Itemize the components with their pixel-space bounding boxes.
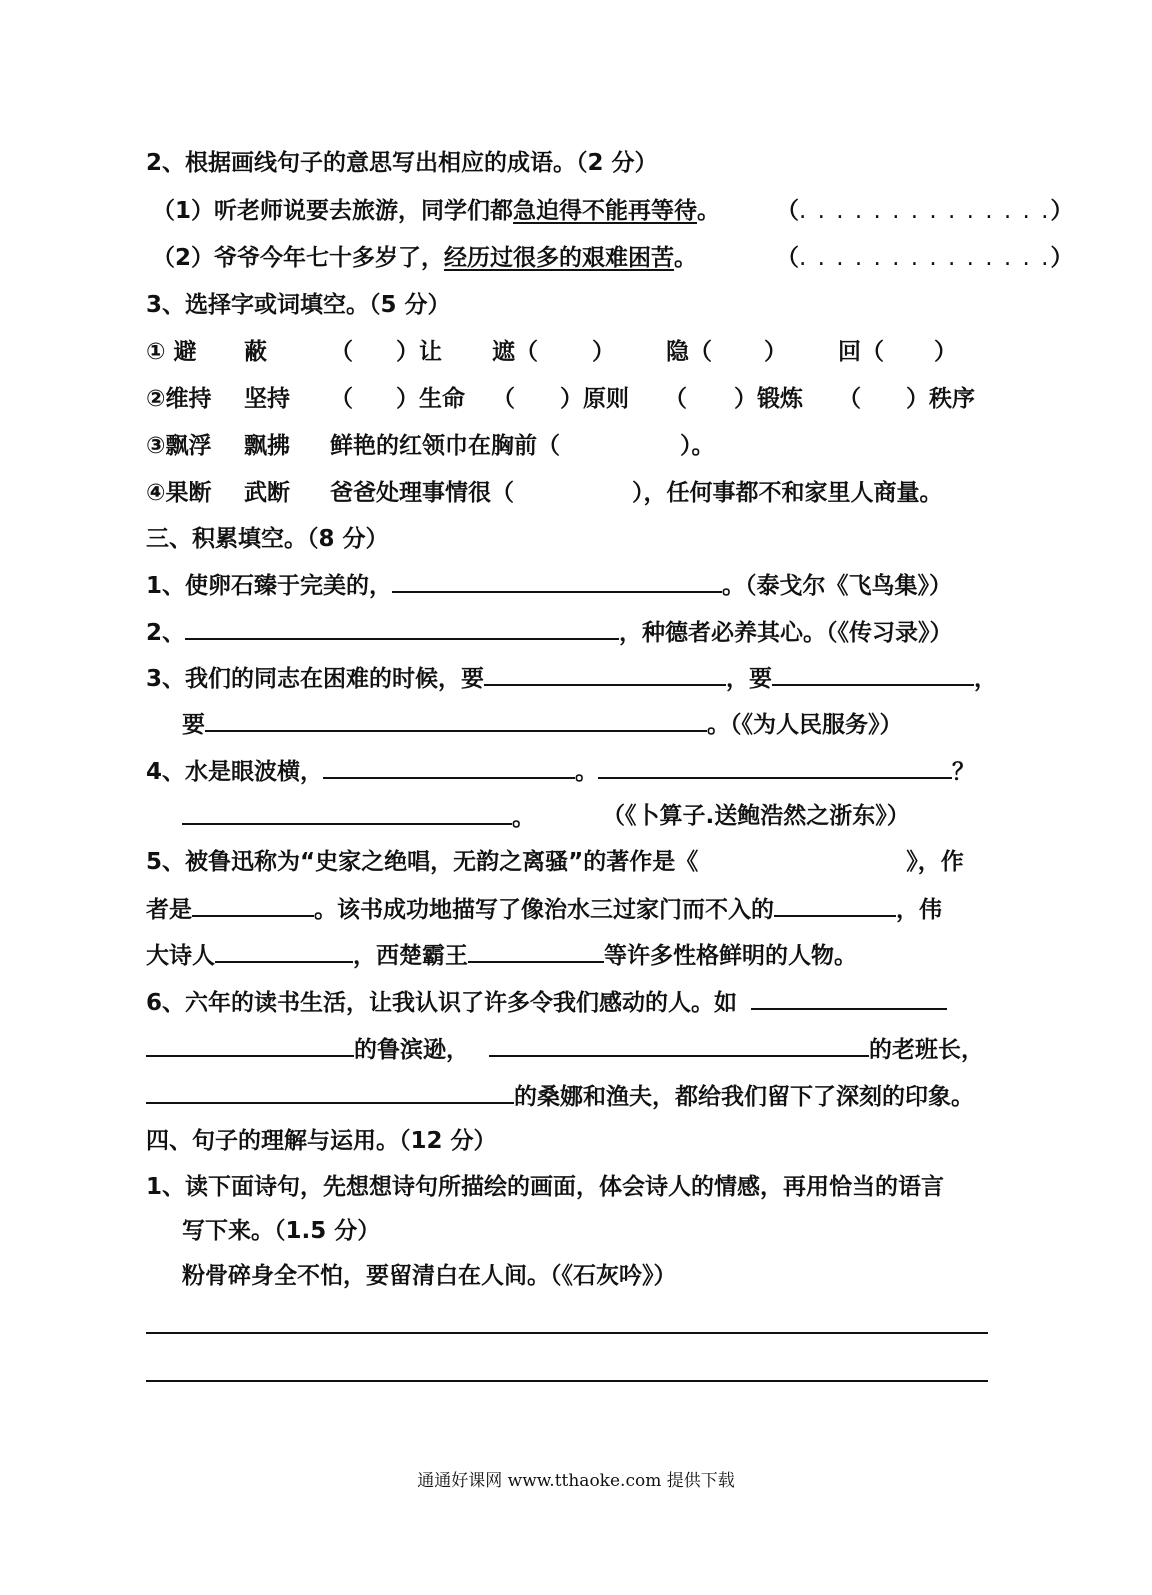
s3-item-5 [146,847,964,877]
q3-r1-w1: 蔽 [244,339,267,365]
s3-i6-blank-2[interactable] [146,1033,354,1057]
s3-item-6 [146,986,947,1018]
q3-r2-w7: ）锻炼 [734,386,803,412]
q2-item1-underlined: 急迫得不能再等待 [513,198,698,224]
q3-r2-w9: ）秩序 [906,386,975,412]
s3-i5-poet-blank[interactable] [215,939,353,963]
s3-item-6-line3 [146,1080,974,1112]
q2-item2-dots: . . . . . . . . . . . . . . [799,245,1051,271]
q3-r4-w3: ），任何事都不和家里人商量。 [632,480,943,506]
s3-i4-blank-1[interactable] [323,755,575,779]
s3-i6-d: 的桑娜和渔夫，都给我们留下了深刻的印象。 [514,1084,974,1110]
s3-i4-blank-2[interactable] [598,755,952,779]
q3-title: 3、选择字或词填空。（5 分） [146,292,451,318]
s3-i1-post: 。（泰戈尔《飞鸟集》） [722,573,953,599]
q2-item2-post: 。 [674,245,698,271]
s3-i5-king-blank[interactable] [468,939,604,963]
answer-line-1[interactable] [146,1332,988,1334]
q3-r3-w3: ）。 [680,433,715,459]
s3-item-3-cont [182,708,903,740]
q2-item2-paren-open: （ [776,245,799,271]
s3-i4b-source: （《卜算子.送鲍浩然之浙东》） [602,803,910,829]
s3-i1-blank[interactable] [392,569,722,593]
s3-i3-blank-2[interactable] [772,662,974,686]
q2-item1-pre: （1）听老师说要去旅游，同学们都 [152,198,514,224]
s3-i5-e: ，伟 [896,897,942,923]
s3-i5-h: 等许多性格鲜明的人物。 [604,943,857,969]
q2-item1-dots: . . . . . . . . . . . . . . [799,198,1051,224]
q2-item1-paren-open: （ [776,198,799,224]
footer-credit: 通通好课网 www.tthaoke.com 提供下载 [417,1471,735,1491]
s3-i6-c: 的老班长， [869,1037,984,1063]
s3-item-5-line3 [146,939,857,971]
section-4-heading: 四、句子的理解与运用。（12 分） [146,1128,497,1154]
q3-r1-w2[interactable]: （ [330,339,353,365]
s3-item-4 [146,755,975,787]
s3-i3b-post: 。（《为人民服务》） [707,712,903,738]
s3-i5-book-blank[interactable] [698,847,906,869]
s3-item-4-cont [182,801,535,833]
q3-r1-w3: ）让 [396,339,442,365]
q3-r2-w5: ）原则 [560,386,629,412]
s3-i5-author-blank[interactable] [192,893,314,917]
q3-r4-w0: ④果断 [146,480,212,506]
q3-r2-w3: ）生命 [396,386,465,412]
q3-r1-w6[interactable]: 隐（ [666,339,712,365]
s3-i3-blank-1[interactable] [484,662,726,686]
s3-i5-c: 者是 [146,897,192,923]
s3-i1-pre: 1、使卵石臻于完美的， [146,573,393,599]
q3-r3-w0: ③飘浮 [146,433,212,459]
q3-r1-w7: ） [764,339,787,365]
q2-item1-paren-close: ） [1050,198,1074,224]
q3-r3-w1: 飘拂 [244,433,290,459]
q3-r2-w1: 坚持 [244,386,290,412]
q2-item1-post: 。 [697,198,721,224]
q2-title: 2、根据画线句子的意思写出相应的成语。（2 分） [146,150,658,176]
s4-poem: 粉骨碎身全不怕，要留清白在人间。（《石灰吟》） [182,1263,677,1289]
s3-i5-g: ，西楚霸王 [353,943,468,969]
s3-i4b-post: 。 [512,805,535,831]
q3-r2-w4[interactable]: （ [492,386,515,412]
q3-r1-w5: ） [592,339,615,365]
q3-r2-w6[interactable]: （ [664,386,687,412]
s3-item-5-line2 [146,893,942,925]
q3-r1-w8[interactable]: 回（ [838,339,884,365]
q3-r1-w9: ） [934,339,957,365]
s3-i6-blank-4[interactable] [146,1080,514,1104]
s3-i3b-pre: 要 [182,712,205,738]
s3-i3-post: ， [974,666,998,692]
s3-item-2 [146,616,953,648]
s3-i4-pre: 4、水是眼波横， [146,759,324,785]
s3-i5-person-blank[interactable] [774,893,896,917]
s4-item-1-cont: 写下来。（1.5 分） [182,1218,381,1244]
q3-r4-w2[interactable]: 爸爸处理事情很（ [330,480,514,506]
q2-item2-answer[interactable] [776,243,1073,273]
q3-r4-w1: 武断 [244,480,290,506]
q3-r3-w2[interactable]: 鲜艳的红领巾在胸前（ [330,433,560,459]
s3-item-1 [146,569,952,601]
s3-i6-blank-1[interactable] [751,986,947,1010]
q3-r1-w0: ① 避 [146,339,197,365]
s3-i5-b: 》，作 [906,849,964,875]
s3-i3b-blank[interactable] [205,708,707,732]
q2-item-2 [152,243,697,273]
q2-item-1 [152,196,720,226]
s3-i6-blank-3[interactable] [489,1033,869,1057]
s3-i5-d: 。该书成功地描写了像治水三过家门而不入的 [314,897,774,923]
q2-item1-answer[interactable] [776,196,1073,226]
s3-i2-pre: 2、 [146,620,186,646]
s3-i4b-blank[interactable] [182,801,512,825]
q3-r1-w4[interactable]: 遮（ [492,339,538,365]
s3-i4-mid: 。 [575,759,599,785]
q2-item2-pre: （2）爷爷今年七十多岁了， [152,245,445,271]
s3-i4-post: ？ [952,759,976,785]
q2-item2-paren-close: ） [1050,245,1074,271]
s3-i5-f: 大诗人 [146,943,215,969]
s4-item-1: 1、读下面诗句，先想想诗句所描绘的画面，体会诗人的情感，再用恰当的语言 [146,1174,945,1200]
s3-i6-b: 的鲁滨逊， [354,1037,469,1063]
s3-i3-pre: 3、我们的同志在困难的时候，要 [146,666,485,692]
s3-item-6-line2 [146,1033,984,1065]
section-3-heading: 三、积累填空。（8 分） [146,526,389,552]
s3-i6-a: 6、六年的读书生活，让我认识了许多令我们感动的人。如 [146,990,738,1016]
s3-i2-blank[interactable] [185,616,619,640]
q2-item2-underlined: 经历过很多的艰难困苦 [444,245,675,271]
answer-line-2[interactable] [146,1380,988,1382]
q3-r2-w8[interactable]: （ [838,386,861,412]
s3-i5-a: 5、被鲁迅称为“史家之绝唱，无韵之离骚”的著作是《 [146,849,699,875]
s3-i2-post: ，种德者必养其心。（《传习录》） [619,620,953,646]
q3-r2-w2[interactable]: （ [330,386,353,412]
q3-r2-w0: ②维持 [146,386,212,412]
s3-item-3 [146,662,997,694]
s3-i3-mid: ，要 [726,666,773,692]
